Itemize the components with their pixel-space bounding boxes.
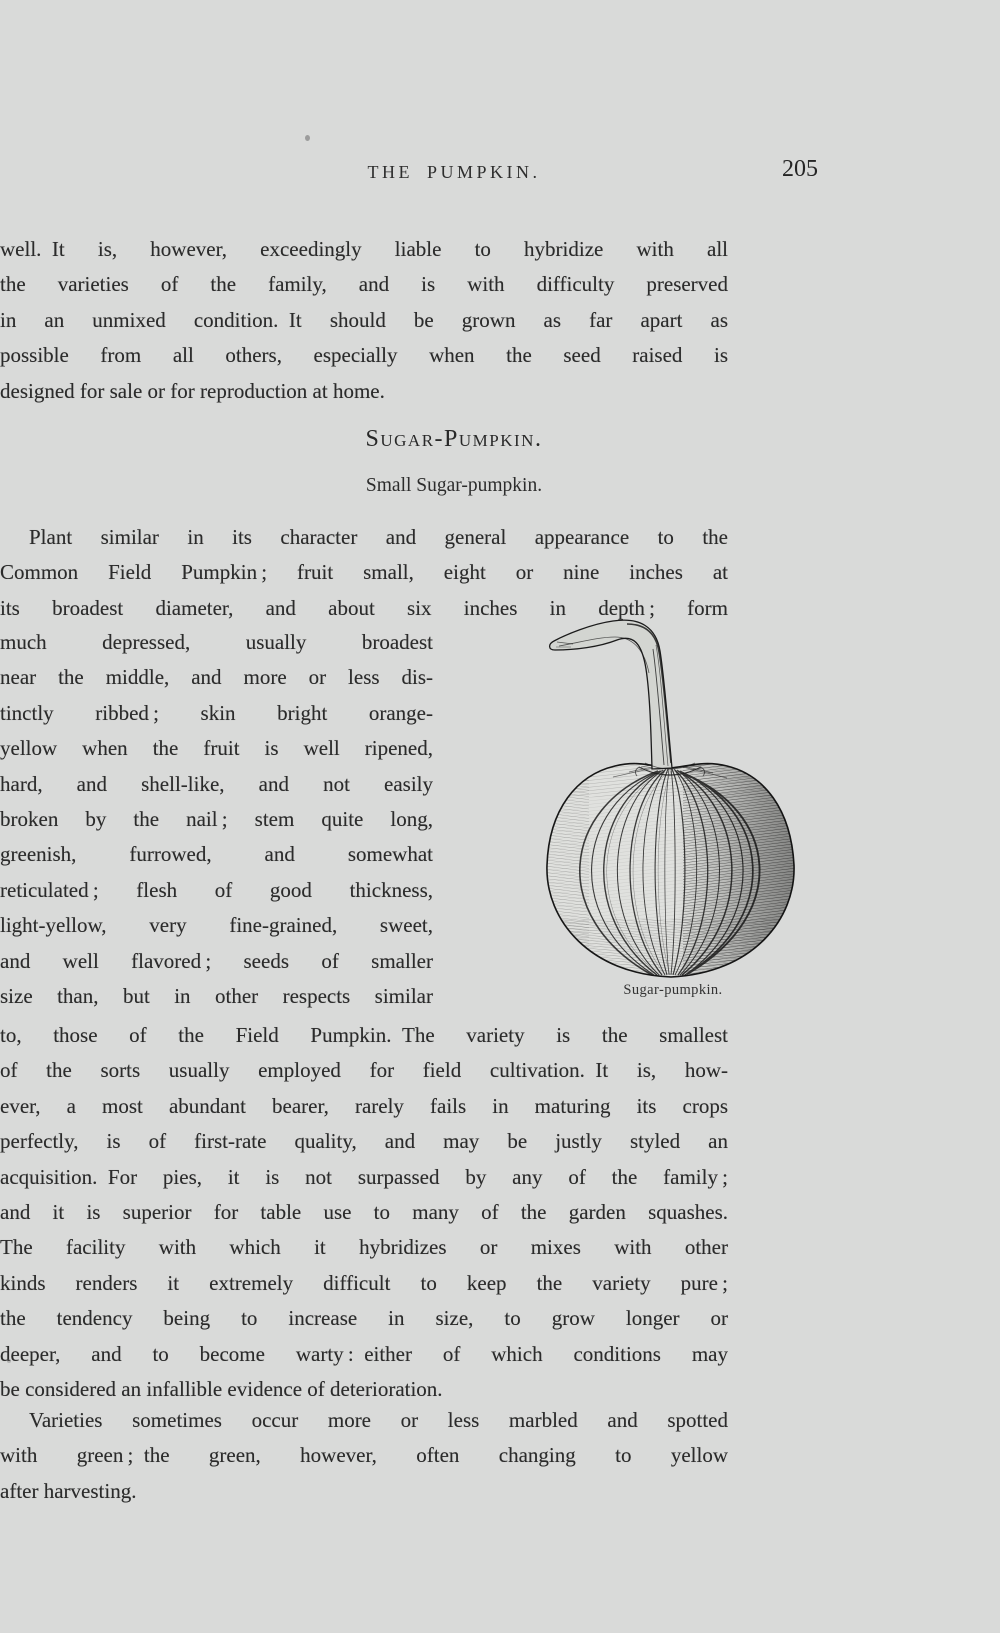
text-line: designed for sale or for reproduction at home.	[0, 378, 385, 403]
text-line: the tendency being to increase in size, to grow longer or	[0, 1306, 728, 1331]
text-line: well. It is, however, exceedingly liable to hybridize with all	[0, 237, 728, 261]
text-line: reticulated ; flesh of good thickness,	[0, 877, 433, 902]
text-line: in an unmixed condition. It should be grown as far apart as	[0, 307, 728, 332]
text-line: ever, a most abundant bearer, rarely fails in maturing its crops	[0, 1093, 728, 1118]
text-line: near the middle, and more or less dis-	[0, 665, 433, 690]
description-paragraph-beside-figure	[0, 625, 433, 1014]
text-line: possible from all others, especially when the seed raised is	[0, 343, 728, 368]
text-line: acquisition. For pies, it is not surpassed by any of the family ;	[0, 1164, 728, 1189]
scan-speck	[7, 1359, 11, 1363]
text-line: light-yellow, very fine-grained, sweet,	[0, 913, 433, 938]
text-line: after harvesting.	[0, 1478, 137, 1503]
closing-paragraph	[0, 1403, 728, 1509]
text-line: yellow when the fruit is well ripened,	[0, 736, 433, 761]
text-line: perfectly, is of first-rate quality, and may be justly styled an	[0, 1129, 728, 1154]
text-line: its broadest diameter, and about six inches in depth ; form	[0, 595, 728, 620]
sugar-pumpkin-illustration	[543, 597, 803, 979]
figure-caption: Sugar-pumpkin.	[623, 982, 723, 998]
text-line: Varieties sometimes occur more or less marbled and spotted	[29, 1408, 728, 1432]
text-line: size than, but in other respects similar	[0, 983, 433, 1008]
text-line: be considered an infallible evidence of deterioration.	[0, 1376, 443, 1401]
text-line: tinctly ribbed ; skin bright orange-	[0, 700, 433, 725]
text-line: greenish, furrowed, and somewhat	[0, 842, 433, 867]
pumpkin-stem	[550, 620, 672, 769]
section-heading: Sugar-Pumpkin.	[365, 426, 543, 452]
scan-speck	[305, 135, 310, 141]
intro-paragraph	[0, 232, 728, 409]
text-line: broken by the nail ; stem quite long,	[0, 806, 433, 831]
text-line: kinds renders it extremely difficult to keep the variety pure ;	[0, 1270, 728, 1295]
running-head	[90, 156, 818, 186]
text-line: Plant similar in its character and general appearance to the	[29, 525, 728, 549]
text-line: and well flavored ; seeds of smaller	[0, 948, 433, 973]
section-subheading: Small Sugar-pumpkin.	[365, 475, 543, 496]
text-line: with green ; the green, however, often changing to yellow	[0, 1443, 728, 1468]
sugar-pumpkin-figure	[543, 597, 803, 999]
text-line: the varieties of the family, and is with difficulty preserved	[0, 272, 728, 297]
text-line: and it is superior for table use to many of the garden squashes.	[0, 1199, 728, 1224]
text-line: deeper, and to become warty : either of which conditions may	[0, 1341, 728, 1366]
page-number: 205	[782, 156, 818, 182]
text-line: to, those of the Field Pumpkin. The variety is the smallest	[0, 1023, 728, 1047]
text-line: Common Field Pumpkin ; fruit small, eight or nine inches at	[0, 560, 728, 585]
text-line: much depressed, usually broadest	[0, 630, 433, 654]
text-line: hard, and shell-like, and not easily	[0, 771, 433, 796]
running-head-title: THE PUMPKIN.	[367, 162, 541, 182]
text-line: of the sorts usually employed for field cultivation. It is, how-	[0, 1058, 728, 1083]
description-paragraph-bottom	[0, 1018, 728, 1407]
pumpkin-body	[543, 752, 803, 979]
text-line: The facility with which it hybridizes or mixes with other	[0, 1235, 728, 1260]
